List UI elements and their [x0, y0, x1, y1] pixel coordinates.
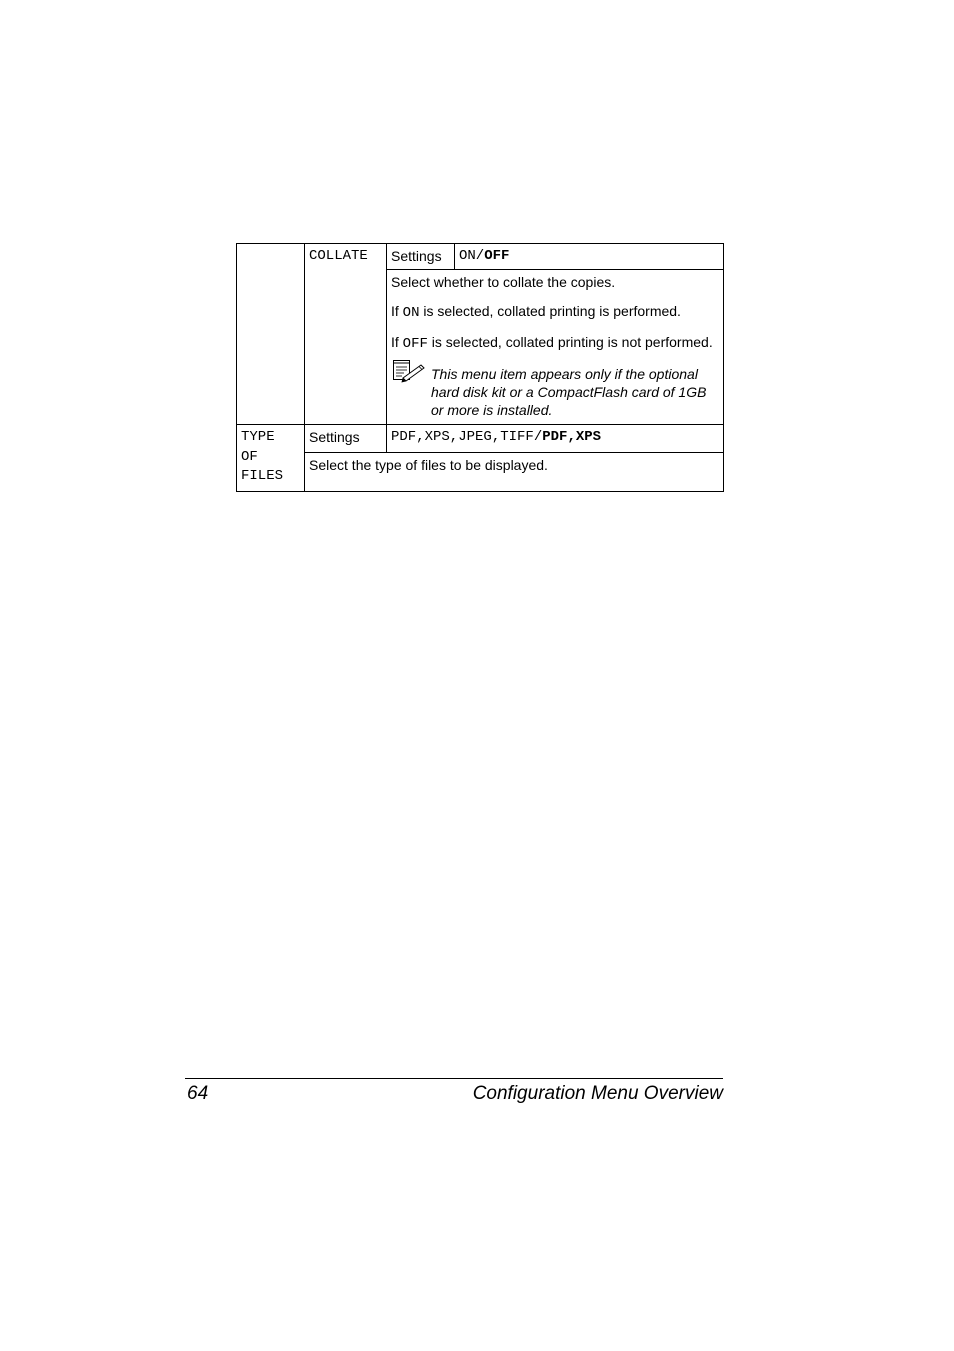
collate-settings-value-cell: [455, 244, 724, 270]
description-line: [391, 302, 719, 322]
description-text: is selected, collated printing is not performed.: [427, 334, 713, 350]
table-row: [237, 452, 724, 491]
description-text: If: [391, 334, 403, 350]
settings-value-default: OFF: [484, 248, 510, 264]
type-of-files-settings-label-cell: [305, 425, 387, 453]
settings-label: Settings: [309, 429, 360, 445]
type-of-files-description-cell: [305, 452, 724, 491]
type-of-files-settings-value-cell: [387, 425, 724, 453]
settings-label: Settings: [391, 248, 442, 264]
note-text: This menu item appears only if the optional hard disk kit or a CompactFlash card of 1GB or more is installed.: [431, 366, 707, 418]
settings-value-options: ON/: [459, 248, 485, 264]
empty-category-cell: [237, 244, 305, 425]
collate-description-cell: [387, 270, 724, 425]
menu-table: [236, 243, 724, 492]
settings-value-options: PDF,XPS,JPEG,TIFF/: [391, 429, 543, 445]
collate-settings-label-cell: [387, 244, 455, 270]
type-of-files-item-cell: [237, 425, 305, 492]
inline-code: OFF: [402, 336, 428, 352]
settings-value-default: PDF,XPS: [542, 429, 602, 445]
item-label-line: OF: [241, 448, 258, 465]
table-row: [237, 244, 724, 270]
footer-divider: [185, 1078, 723, 1079]
description-line: Select whether to collate the copies.: [391, 274, 616, 290]
note-block: [391, 359, 719, 419]
item-label-line: TYPE: [241, 429, 275, 445]
table-row: [237, 425, 724, 453]
collate-item-cell: [305, 244, 387, 425]
inline-code: ON: [402, 305, 420, 321]
page-number: 64: [187, 1083, 209, 1104]
footer-section-title: Configuration Menu Overview: [472, 1083, 723, 1104]
item-label-line: FILES: [241, 468, 284, 484]
collate-item-label: COLLATE: [309, 248, 368, 264]
description-line: [391, 333, 719, 353]
description-text: is selected, collated printing is performed.: [419, 303, 681, 319]
note-pad-pencil-icon: [391, 359, 431, 385]
description-text: If: [391, 303, 403, 319]
description-text: Select the type of files to be displayed.: [309, 456, 548, 473]
